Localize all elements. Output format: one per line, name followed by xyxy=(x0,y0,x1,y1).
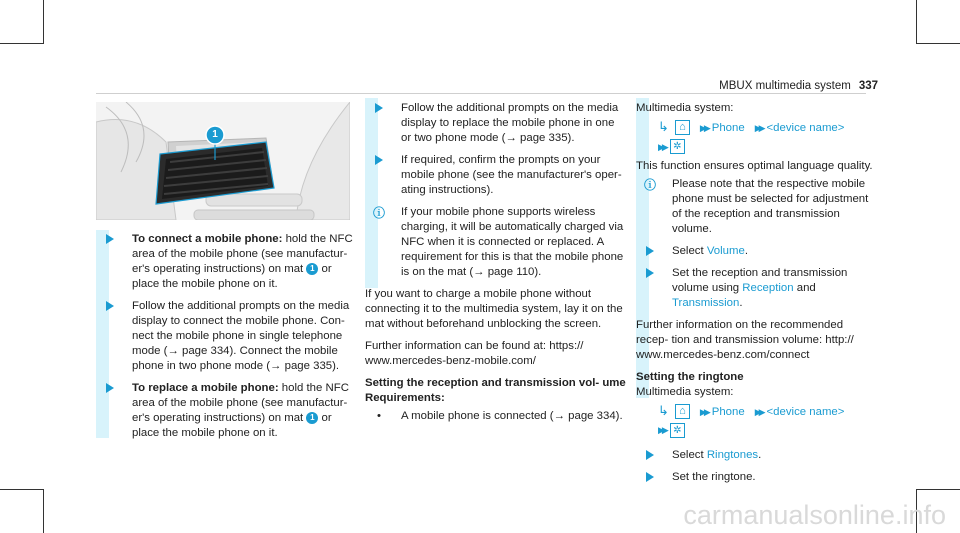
menu-item-volume: Volume xyxy=(706,244,745,257)
page-header xyxy=(719,79,878,94)
crop-mark xyxy=(916,43,960,44)
step-text: Select xyxy=(672,449,707,462)
step-arrow-icon xyxy=(106,301,114,311)
figure-callout: 1 xyxy=(212,129,218,140)
path-phone: Phone xyxy=(711,405,745,418)
step-connect xyxy=(96,232,356,292)
period: . xyxy=(739,296,743,309)
crop-mark xyxy=(43,489,44,533)
step-arrow-icon xyxy=(106,234,114,244)
step-arrow-icon xyxy=(646,450,654,460)
info-icon: ⓘ xyxy=(373,206,386,220)
note-text: If your mobile phone supports wireless charging, it will be automatically charged via NFC when it is connected or replaced. A requirement for this is that the mobile phone is on the mat (→ page 110). xyxy=(401,206,624,278)
chevron-icon: ▶▶ xyxy=(699,406,708,417)
crop-mark xyxy=(916,0,917,44)
step-confirm xyxy=(365,153,627,198)
step-bold-label: To replace a mobile phone: xyxy=(132,382,279,394)
step-text: Set the reception and transmission volume using xyxy=(672,266,848,294)
paragraph: Further information can be found at: https:// www.mercedes-benz-mobile.com/ xyxy=(365,340,584,367)
step-set-ringtone xyxy=(636,470,876,485)
step-follow-prompts xyxy=(96,299,356,374)
step-arrow-icon xyxy=(375,103,383,113)
step-bold-label: To connect a mobile phone: xyxy=(132,233,283,245)
header-title: MBUX multimedia system xyxy=(719,80,851,92)
bullet-text: A mobile phone is connected (→ page 334). xyxy=(401,410,623,422)
step-arrow-icon xyxy=(646,472,654,482)
menu-path-settings xyxy=(636,423,876,439)
chevron-icon: ▶▶ xyxy=(754,406,763,417)
step-set-volume xyxy=(636,266,876,311)
home-icon: ⌂ xyxy=(675,404,690,419)
menu-item-reception: Reception xyxy=(742,281,794,294)
bullet-icon: • xyxy=(377,410,381,422)
step-text: and xyxy=(793,281,816,294)
figure xyxy=(96,102,350,220)
crop-mark xyxy=(916,489,960,490)
step-arrow-icon xyxy=(375,155,383,165)
watermark: carmanualsonline.info xyxy=(683,500,946,530)
home-icon: ⌂ xyxy=(675,120,690,135)
path-phone: Phone xyxy=(711,122,745,134)
right-column xyxy=(636,101,876,492)
period: . xyxy=(758,449,762,462)
paragraph: Further information on the recommended recep- tion and transmission volume: http:// www.mercedes-benz.com/connect xyxy=(636,318,854,361)
menu-item-ringtones: Ringtones xyxy=(706,449,759,462)
crop-mark xyxy=(43,0,44,44)
menu-path xyxy=(636,403,876,420)
note-text: Please note that the respective mobile phone must be selected for adjustment of the reception and transmission volume. xyxy=(672,177,869,235)
step-replace xyxy=(96,381,356,441)
path-device: <device name> xyxy=(766,405,845,418)
hook-arrow-icon: ↳ xyxy=(658,119,669,134)
callout-badge: 1 xyxy=(306,263,318,275)
hook-arrow-icon: ↳ xyxy=(658,402,669,418)
note-wireless-charging xyxy=(365,205,627,280)
chevron-icon: ▶▶ xyxy=(699,123,708,133)
step-text: hold the NFC area of the mobile phone (see manufactur- er's operating instructions) on mat xyxy=(132,382,349,424)
gear-icon: ✲ xyxy=(670,423,685,438)
chevron-icon: ▶▶ xyxy=(754,123,763,133)
chevron-icon: ▶▶ xyxy=(658,425,666,436)
step-text: or place the mobile phone on it. xyxy=(132,412,332,439)
callout-badge: 1 xyxy=(306,412,318,424)
period: . xyxy=(744,244,748,257)
crop-mark xyxy=(0,43,44,44)
left-column xyxy=(96,232,356,448)
step-text: Follow the additional prompts on the media display to replace the mobile phone in one or two phone mode (→ page 335). xyxy=(401,102,619,144)
note-select-phone xyxy=(636,177,876,237)
step-text: Select xyxy=(672,244,707,257)
step-text: If required, confirm the prompts on your mobile phone (see the manufacturer's oper- ating instructions). xyxy=(401,154,622,196)
path-intro: Multimedia system: xyxy=(636,385,734,398)
path-intro: Multimedia system: xyxy=(636,102,734,114)
path-device: <device name> xyxy=(766,122,845,134)
step-select-ringtones xyxy=(636,448,876,463)
crop-mark xyxy=(0,489,44,490)
section-heading: Setting the ringtone xyxy=(636,370,744,383)
section-heading: Setting the reception and transmission vol- ume xyxy=(365,377,626,389)
list-item xyxy=(365,409,627,424)
middle-column xyxy=(365,101,627,431)
wireless-charging-mat-illustration xyxy=(96,102,350,220)
gear-icon: ✲ xyxy=(670,139,685,154)
step-text: or place the mobile phone on it. xyxy=(132,263,332,290)
step-text: Follow the additional prompts on the media display to connect the mobile phone. Con- nect the mobile phone in single telephone mode (→ page 334). Connect the mobile phone in two phone mode (→ page 335). xyxy=(132,300,350,372)
menu-path xyxy=(636,119,876,136)
header-rule xyxy=(96,93,866,94)
step-arrow-icon xyxy=(646,268,654,278)
paragraph: This function ensures optimal language quality. xyxy=(636,159,873,172)
menu-path-settings xyxy=(636,139,876,155)
step-arrow-icon xyxy=(646,246,654,256)
step-select-volume xyxy=(636,244,876,259)
chevron-icon: ▶▶ xyxy=(658,141,666,152)
step-text: hold the NFC area of the mobile phone (see manufactur- er's operating instructions) on mat xyxy=(132,233,353,275)
info-icon: ⓘ xyxy=(644,177,657,192)
paragraph: If you want to charge a mobile phone without connecting it to the multimedia system, lay it on the mat without beforehand unblocking the screen. xyxy=(365,288,623,330)
step-text: Set the ringtone. xyxy=(672,471,756,484)
step-follow-replace xyxy=(365,101,627,146)
requirements-heading: Requirements: xyxy=(365,392,445,404)
step-arrow-icon xyxy=(106,383,114,393)
menu-item-transmission: Transmission xyxy=(672,296,740,309)
page-number: 337 xyxy=(858,80,878,92)
